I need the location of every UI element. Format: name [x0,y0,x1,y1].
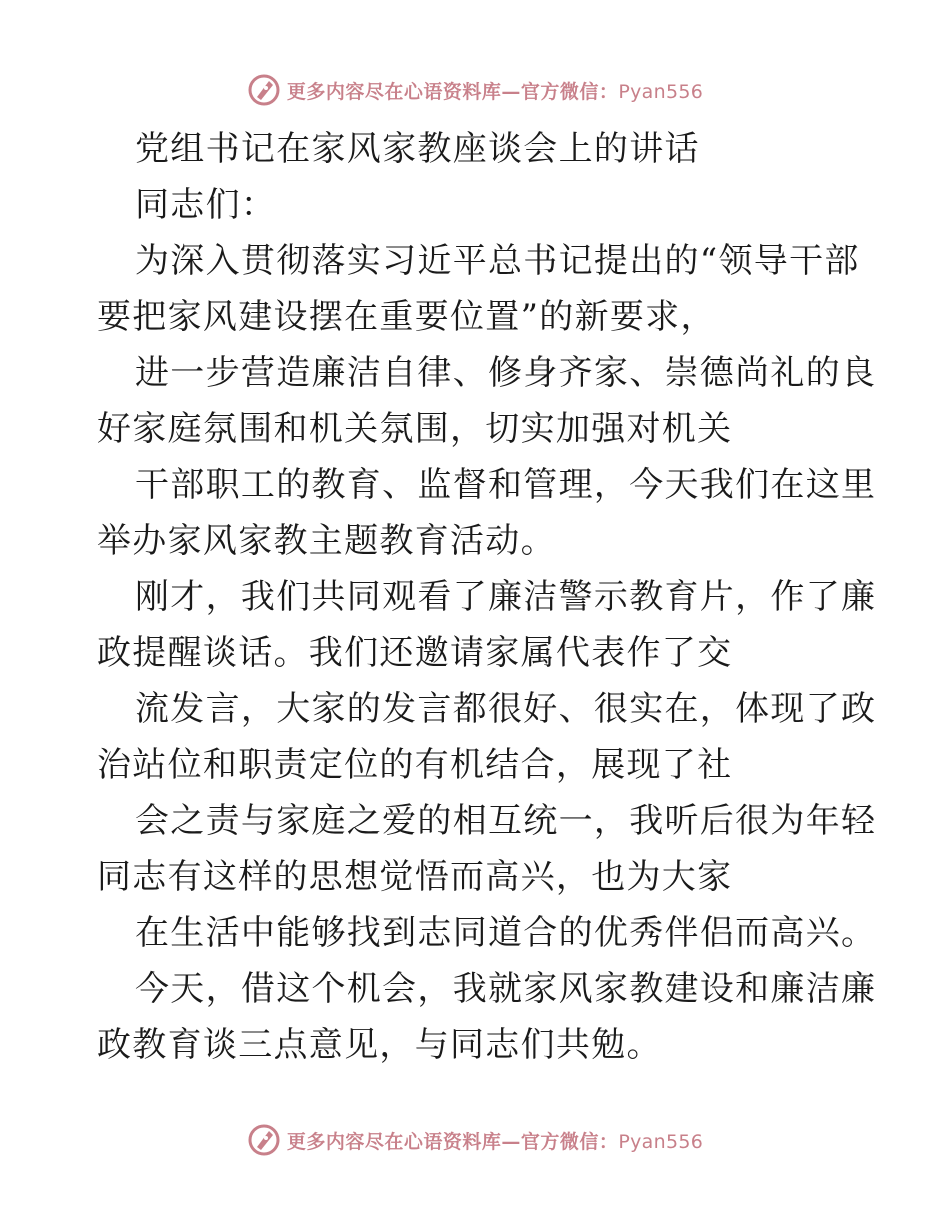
text-line: 政教育谈三点意见，与同志们共勉。 [97,1025,662,1065]
text-line: 治站位和职责定位的有机结合，展现了社 [97,745,733,785]
text-line: 同志们： [135,185,277,225]
watermark-wechat-id: Pyan556 [618,80,704,103]
text-line: 好家庭氛围和机关氛围，切实加强对机关 [97,409,733,449]
text-line: 同志有这样的思想觉悟而高兴，也为大家 [97,857,733,897]
text-line: 政提醒谈话。我们还邀请家属代表作了交 [97,633,733,673]
watermark-text: 更多内容尽在心语资料库—官方微信：Pyan556 [286,80,704,103]
text-line: 进一步营造廉洁自律、修身齐家、崇德尚礼的良 [135,353,877,393]
text-line: 在生活中能够找到志同道合的优秀伴侣而高兴。 [135,913,877,953]
document-title: 党组书记在家风家教座谈会上的讲话 [135,129,700,169]
text-line: 会之责与家庭之爱的相互统一，我听后很为年轻 [135,801,877,841]
text-line: 流发言，大家的发言都很好、很实在，体现了政 [135,689,877,729]
text-line: 干部职工的教育、监督和管理，今天我们在这里 [135,465,877,505]
text-line: 为深入贯彻落实习近平总书记提出的“领导干部 [135,241,860,281]
text-line: 要把家风建设摆在重要位置”的新要求， [97,297,716,337]
header-watermark [0,72,950,108]
document-body [97,121,877,1073]
watermark-text: 更多内容尽在心语资料库—官方微信：Pyan556 [286,1130,704,1153]
pen-nib-logo-icon [247,1123,281,1157]
text-line: 刚才，我们共同观看了廉洁警示教育片，作了廉 [135,577,877,617]
text-line: 举办家风家教主题教育活动。 [97,521,556,561]
text-line: 今天，借这个机会，我就家风家教建设和廉洁廉 [135,969,877,1009]
pen-nib-logo-icon [247,73,281,107]
watermark-wechat-id: Pyan556 [618,1130,704,1153]
footer-watermark [0,1122,950,1158]
